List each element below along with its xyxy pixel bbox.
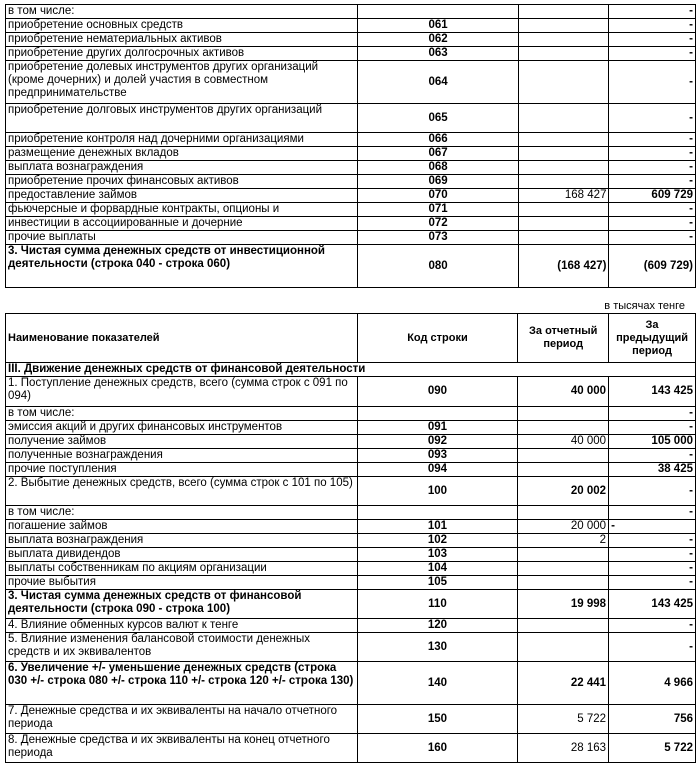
row-current-value [518, 133, 608, 147]
row-current-value [518, 407, 609, 421]
row-previous-value: - [609, 477, 696, 506]
row-current-value [518, 19, 608, 33]
row-previous-value: - [609, 534, 696, 548]
row-current-value: 5 722 [518, 705, 609, 734]
row-name: приобретение нематериальных активов [6, 33, 358, 47]
investing-activities-table [5, 4, 696, 288]
table-row [6, 548, 696, 562]
row-previous-value: 5 722 [609, 734, 696, 763]
row-name: погашение займов [6, 520, 358, 534]
row-current-value [518, 548, 609, 562]
row-current-value [518, 633, 609, 662]
row-name: приобретение долговых инструментов других организаций [6, 104, 358, 133]
header-name: Наименование показателей [6, 314, 358, 363]
row-previous-value: - [609, 506, 696, 520]
table-row [6, 421, 696, 435]
table-row [6, 189, 696, 203]
row-name: 6. Увеличение +/- уменьшение денежных средств (строка 030 +/- строка 080 +/- строка 110 +/- строка 120 +/- строка 130) [6, 662, 358, 705]
row-previous-value: (609 729) [609, 245, 696, 288]
row-current-value [518, 619, 609, 633]
row-current-value [518, 562, 609, 576]
row-current-value: (168 427) [518, 245, 608, 288]
row-name: 2. Выбытие денежных средств, всего (сумма строк с 101 по 105) [6, 477, 358, 506]
row-previous-value: - [609, 47, 696, 61]
row-code: 110 [357, 590, 518, 619]
row-current-value [518, 421, 609, 435]
row-code: 103 [357, 548, 518, 562]
row-name: прочие выбытия [6, 576, 358, 590]
row-name: 5. Влияние изменения балансовой стоимости денежных средств и их эквивалентов [6, 633, 358, 662]
row-current-value [518, 147, 608, 161]
row-previous-value: - [609, 421, 696, 435]
row-code: 063 [358, 47, 519, 61]
row-name: эмиссия акций и других финансовых инструментов [6, 421, 358, 435]
row-previous-value: 143 425 [609, 377, 696, 407]
row-previous-value: - [609, 576, 696, 590]
section-title-row [6, 363, 696, 377]
row-name: 4. Влияние обменных курсов валют к тенге [6, 619, 358, 633]
row-code: 069 [358, 175, 519, 189]
table-row [6, 435, 696, 449]
row-name: полученные вознаграждения [6, 449, 358, 463]
row-code: 094 [357, 463, 518, 477]
row-code: 070 [358, 189, 519, 203]
row-code: 091 [357, 421, 518, 435]
row-previous-value: 105 000 [609, 435, 696, 449]
row-current-value: 20 002 [518, 477, 609, 506]
row-previous-value: - [609, 5, 696, 19]
table-row [6, 520, 696, 534]
row-code: 068 [358, 161, 519, 175]
section-title: III. Движение денежных средств от финансовой деятельности [6, 363, 696, 377]
row-name: выплата вознаграждения [6, 161, 358, 175]
row-previous-value: - [609, 19, 696, 33]
row-current-value: 168 427 [518, 189, 608, 203]
row-name: выплаты собственникам по акциям организации [6, 562, 358, 576]
row-name: выплата дивидендов [6, 548, 358, 562]
table-row [6, 47, 696, 61]
row-current-value [518, 449, 609, 463]
row-previous-value: 609 729 [609, 189, 696, 203]
table-row [6, 477, 696, 506]
row-name: приобретение других долгосрочных активов [6, 47, 358, 61]
row-current-value [518, 104, 608, 133]
row-previous-value: - [609, 548, 696, 562]
row-code: 105 [357, 576, 518, 590]
table-row [6, 203, 696, 217]
row-current-value [518, 506, 609, 520]
row-previous-value: - [609, 633, 696, 662]
row-code: 065 [358, 104, 519, 133]
table-row [6, 104, 696, 133]
header-code: Код строки [357, 314, 518, 363]
row-name: в том числе: [6, 5, 358, 19]
header-current: За отчетный период [518, 314, 609, 363]
row-previous-value: - [609, 619, 696, 633]
row-previous-value: - [609, 147, 696, 161]
row-name: выплата вознаграждения [6, 534, 358, 548]
row-name: 8. Денежные средства и их эквиваленты на конец отчетного периода [6, 734, 358, 763]
row-current-value: 22 441 [518, 662, 609, 705]
row-current-value: 40 000 [518, 377, 609, 407]
table-row [6, 245, 696, 288]
row-name: приобретение долевых инструментов других организаций (кроме дочерних) и долей участия в совместном предпринимательстве [6, 61, 358, 104]
row-name: 1. Поступление денежных средств, всего (сумма строк с 091 по 094) [6, 377, 358, 407]
row-previous-value: - [609, 61, 696, 104]
table-row [6, 407, 696, 421]
row-current-value [518, 217, 608, 231]
row-current-value [518, 61, 608, 104]
row-code: 140 [357, 662, 518, 705]
table-row [6, 734, 696, 763]
table-row [6, 147, 696, 161]
row-name: приобретение контроля над дочерними организациями [6, 133, 358, 147]
row-name: 7. Денежные средства и их эквиваленты на начало отчетного периода [6, 705, 358, 734]
row-name: прочие поступления [6, 463, 358, 477]
row-name: 3. Чистая сумма денежных средств от финансовой деятельности (строка 090 - строка 100) [6, 590, 358, 619]
row-current-value [518, 463, 609, 477]
table-row [6, 175, 696, 189]
row-previous-value: 143 425 [609, 590, 696, 619]
table-row [6, 231, 696, 245]
row-name: приобретение прочих финансовых активов [6, 175, 358, 189]
row-code: 160 [357, 734, 518, 763]
row-previous-value: - [609, 175, 696, 189]
row-current-value [518, 33, 608, 47]
row-previous-value: 756 [609, 705, 696, 734]
row-name: инвестиции в ассоциированные и дочерние [6, 217, 358, 231]
header-previous: За предыдущий период [609, 314, 696, 363]
table-row [6, 590, 696, 619]
row-name: 3. Чистая сумма денежных средств от инвестиционной деятельности (строка 040 - строка 060) [6, 245, 358, 288]
table-header-row [6, 314, 696, 363]
table-row [6, 61, 696, 104]
row-current-value: 2 [518, 534, 609, 548]
row-name: размещение денежных вкладов [6, 147, 358, 161]
row-name: в том числе: [6, 407, 358, 421]
table-row [6, 161, 696, 175]
row-code: 093 [357, 449, 518, 463]
row-code: 064 [358, 61, 519, 104]
row-current-value: 28 163 [518, 734, 609, 763]
row-code: 067 [358, 147, 519, 161]
row-code: 150 [357, 705, 518, 734]
table-row [6, 562, 696, 576]
row-previous-value: - [609, 133, 696, 147]
row-previous-value: - [609, 407, 696, 421]
row-code: 073 [358, 231, 519, 245]
table-row [6, 576, 696, 590]
row-code: 120 [357, 619, 518, 633]
row-name: в том числе: [6, 506, 358, 520]
row-name: фьючерсные и форвардные контракты, опционы и [6, 203, 358, 217]
row-code: 061 [358, 19, 519, 33]
financing-activities-table [5, 313, 696, 763]
row-code: 062 [358, 33, 519, 47]
row-code [358, 5, 519, 19]
table-row [6, 33, 696, 47]
row-current-value [518, 576, 609, 590]
row-code: 092 [357, 435, 518, 449]
row-name: прочие выплаты [6, 231, 358, 245]
table-row [6, 662, 696, 705]
row-code: 071 [358, 203, 519, 217]
row-previous-value: - [609, 520, 696, 534]
row-current-value [518, 5, 608, 19]
table-row [6, 5, 696, 19]
row-code: 102 [357, 534, 518, 548]
row-current-value: 20 000 [518, 520, 609, 534]
row-previous-value: - [609, 449, 696, 463]
row-current-value [518, 175, 608, 189]
table-row [6, 633, 696, 662]
row-current-value [518, 231, 608, 245]
row-code: 090 [357, 377, 518, 407]
row-code: 072 [358, 217, 519, 231]
row-name: получение займов [6, 435, 358, 449]
row-code: 100 [357, 477, 518, 506]
row-name: приобретение основных средств [6, 19, 358, 33]
row-name: предоставление займов [6, 189, 358, 203]
row-current-value [518, 203, 608, 217]
table-row [6, 449, 696, 463]
table-row [6, 619, 696, 633]
row-code [357, 506, 518, 520]
row-previous-value: - [609, 161, 696, 175]
row-previous-value: 38 425 [609, 463, 696, 477]
table-row [6, 377, 696, 407]
table-row [6, 534, 696, 548]
table-row [6, 506, 696, 520]
row-current-value: 19 998 [518, 590, 609, 619]
row-previous-value: 4 966 [609, 662, 696, 705]
row-previous-value: - [609, 33, 696, 47]
unit-note: в тысячах тенге [604, 300, 685, 312]
row-current-value: 40 000 [518, 435, 609, 449]
row-previous-value: - [609, 562, 696, 576]
row-code: 130 [357, 633, 518, 662]
row-previous-value: - [609, 217, 696, 231]
table-row [6, 133, 696, 147]
table-row [6, 463, 696, 477]
row-previous-value: - [609, 231, 696, 245]
row-code: 066 [358, 133, 519, 147]
row-current-value [518, 161, 608, 175]
row-current-value [518, 47, 608, 61]
row-code: 104 [357, 562, 518, 576]
row-code: 080 [358, 245, 519, 288]
table-row [6, 217, 696, 231]
table-row [6, 705, 696, 734]
row-previous-value: - [609, 203, 696, 217]
row-code [357, 407, 518, 421]
table-row [6, 19, 696, 33]
row-code: 101 [357, 520, 518, 534]
row-previous-value: - [609, 104, 696, 133]
